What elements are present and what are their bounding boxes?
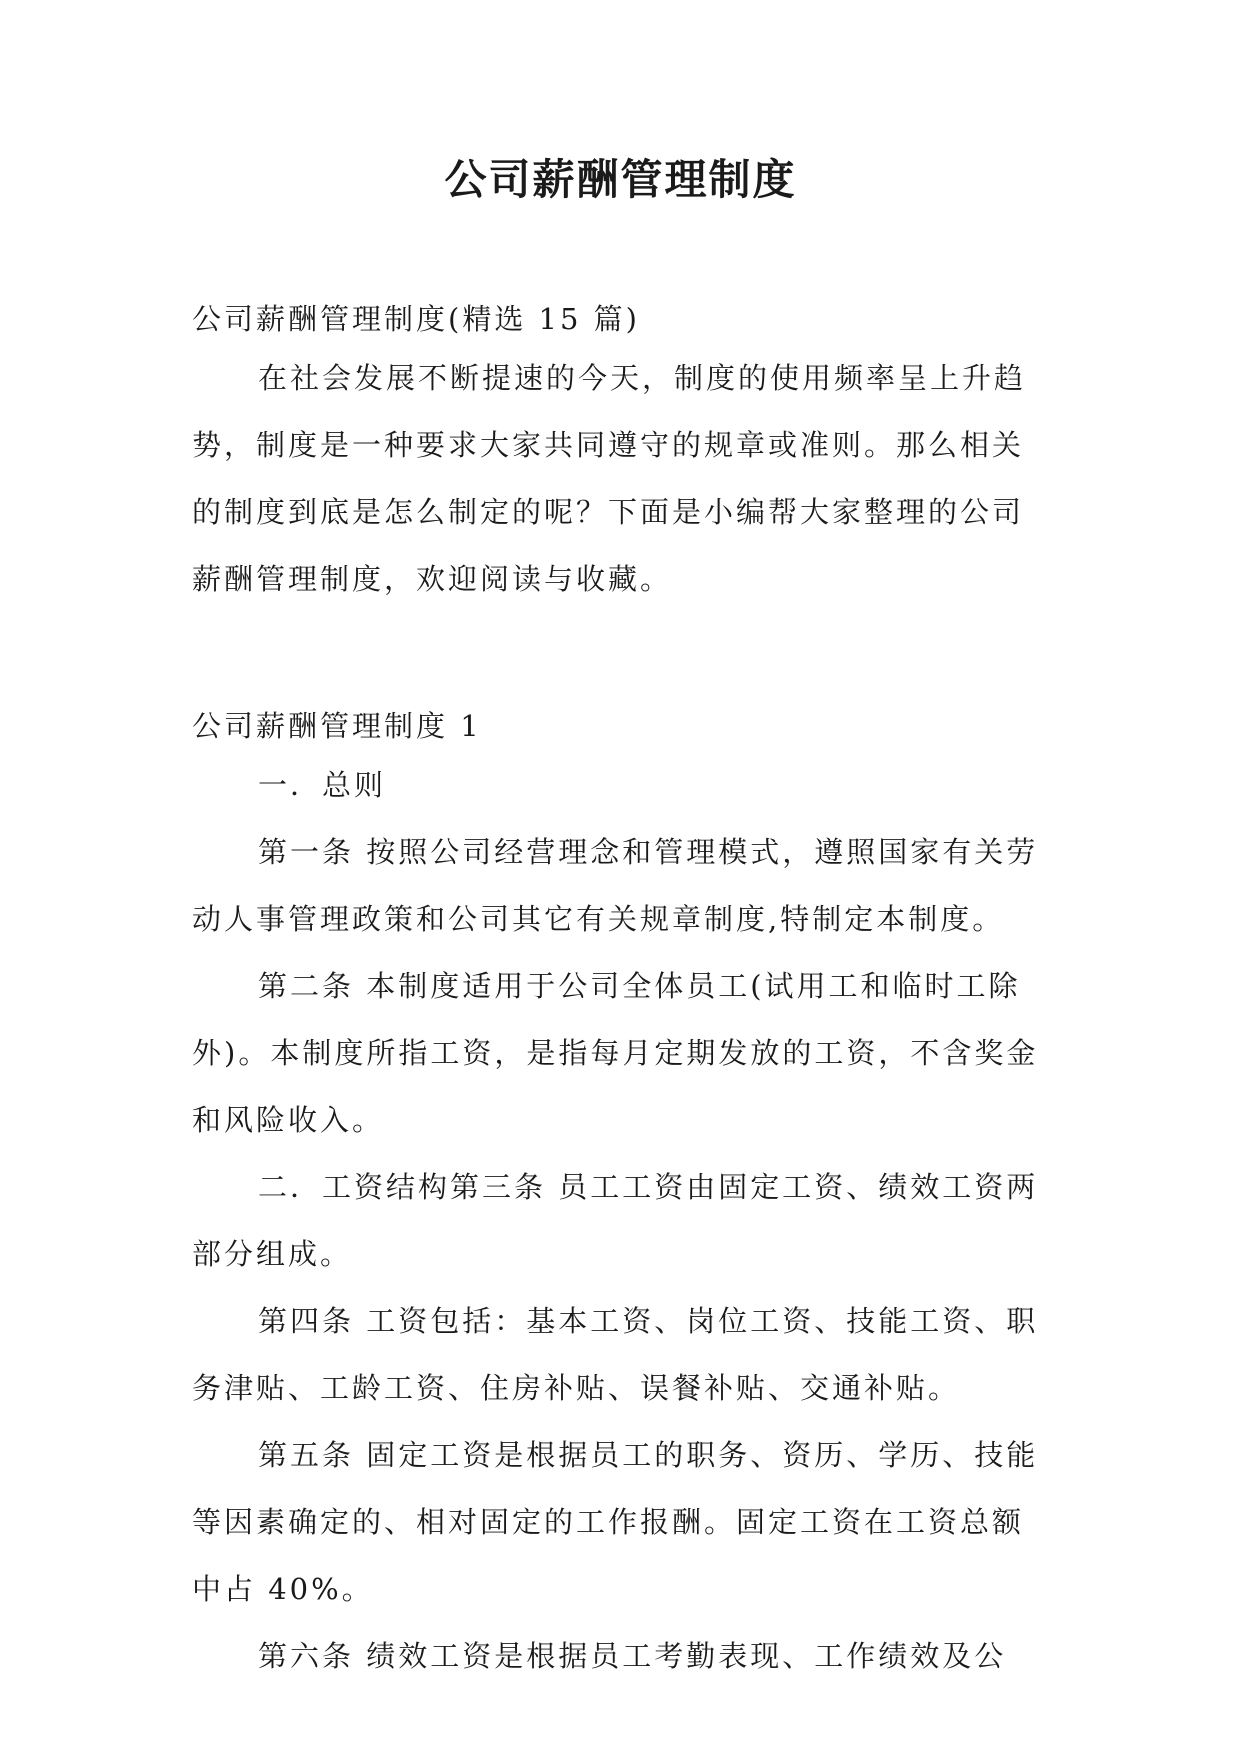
article-paragraph: 第四条 工资包括：基本工资、岗位工资、技能工资、职务津贴、工龄工资、住房补贴、误餐补贴、交通补贴。	[192, 1304, 1039, 1405]
intro-paragraph: 在社会发展不断提速的今天，制度的使用频率呈上升趋势，制度是一种要求大家共同遵守的规章或准则。那么相关的制度到底是怎么制定的呢？下面是小编帮大家整理的公司薪酬管理制度，欢迎阅读与收藏。	[192, 361, 1027, 596]
article-paragraph: 第二条 本制度适用于公司全体员工(试用工和临时工除外)。本制度所指工资，是指每月定期发放的工资，不含奖金和风险收入。	[192, 969, 1039, 1137]
article-paragraph: 第五条 固定工资是根据员工的职务、资历、学历、技能等因素确定的、相对固定的工作报酬。固定工资在工资总额中占 40%。	[192, 1438, 1039, 1606]
document-subtitle: 公司薪酬管理制度(精选 15 篇)	[192, 302, 640, 336]
section-body	[192, 752, 1052, 1690]
article-paragraph: 第六条 绩效工资是根据员工考勤表现、工作绩效及公	[258, 1639, 1007, 1673]
document-title: 公司薪酬管理制度	[444, 155, 797, 204]
article-paragraph: 第一条 按照公司经营理念和管理模式，遵照国家有关劳动人事管理政策和公司其它有关规章制度,特制定本制度。	[192, 835, 1039, 936]
section-title: 公司薪酬管理制度 1	[192, 709, 482, 743]
section-heading-general: 一．总则	[258, 768, 387, 802]
article-paragraph: 二．工资结构第三条 员工工资由固定工资、绩效工资两部分组成。	[192, 1170, 1039, 1271]
